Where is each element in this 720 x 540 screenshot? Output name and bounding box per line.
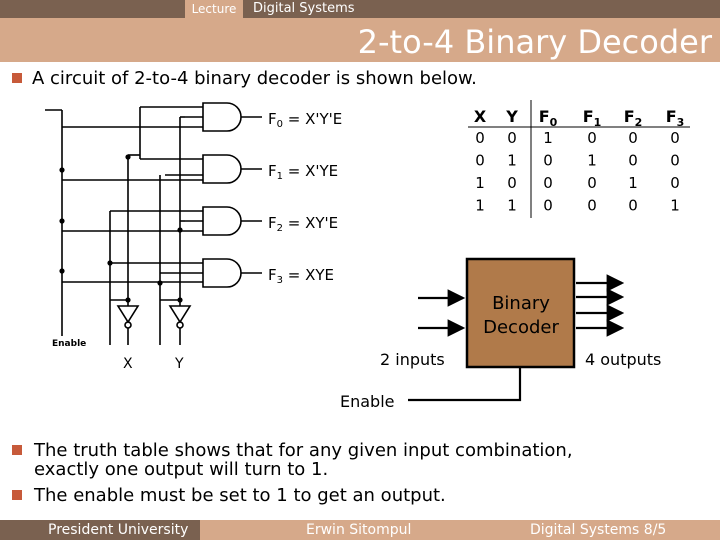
intro-bullet: A circuit of 2-to-4 binary decoder is shown below. (32, 68, 477, 89)
enable-line (408, 368, 520, 400)
truth-table-cell: 0 (628, 151, 638, 170)
svg-text:F1: $F_1$ (582, 107, 602, 129)
truth-table-cell: 1 (587, 151, 597, 170)
inputs-label: 2 inputs (380, 350, 445, 369)
enable-bullet: The enable must be set to 1 to get an output. (34, 485, 446, 506)
truth-table-cell: 0 (475, 151, 485, 170)
svg-text:F0: $F_0$ (538, 107, 558, 129)
truth-table-cell: 1 (628, 174, 638, 192)
footer-center: Erwin Sitompul (200, 520, 480, 540)
svg-text:F1 = X'YE: $F_1 = X'YE$ (268, 162, 339, 182)
svg-text:F0 = X'Y'E: $F_0 = X'Y'E$ (268, 110, 343, 130)
outputs-label: 4 outputs (585, 350, 662, 369)
bullet-marker (12, 445, 22, 455)
truth-table-bullet-line1: The truth table shows that for any given input combination, (34, 440, 573, 461)
truth-table-cell: 1 (670, 196, 680, 215)
inverter-y (170, 306, 190, 322)
bullet-marker (12, 490, 22, 500)
truth-table-cell: 0 (543, 151, 553, 170)
slide-title: 2-to-4 Binary Decoder (357, 23, 712, 61)
svg-text:F3 = XYE: $F_3$ = XYE (268, 266, 335, 286)
truth-table-bullet-line2: exactly one output will turn to 1. (34, 459, 329, 480)
truth-table-cell: 0 (587, 196, 597, 215)
svg-text:F2: $F_2$ (623, 107, 643, 129)
truth-table-cell: 1 (507, 196, 517, 215)
svg-text:F3: $F_3$ (665, 107, 685, 129)
truth-table-cell: 0 (507, 174, 517, 192)
course-label: Digital Systems (253, 1, 355, 16)
footer-left: President University (0, 520, 200, 540)
circuit-enable-label: Enable (52, 339, 87, 349)
svg-text:X: X (473, 107, 487, 126)
truth-table-cell: 0 (670, 151, 680, 170)
truth-table-cell: 1 (543, 129, 553, 147)
and-gate-0 (203, 103, 241, 131)
truth-table-cell: 0 (587, 129, 597, 147)
truth-table-cell: 0 (670, 174, 680, 192)
circuit-y-label: Y (175, 356, 184, 372)
truth-table (465, 100, 695, 220)
truth-table-cell: 1 (475, 196, 485, 215)
truth-table-cell: 0 (628, 129, 638, 147)
decoder-circuit (40, 96, 370, 376)
truth-table-cell: 0 (587, 174, 597, 192)
truth-table-cell: 1 (475, 174, 485, 192)
lecture-tab: Lecture (185, 0, 243, 18)
svg-text:F2 = XY'E: $F_2 = XY'E$ (268, 214, 339, 234)
top-bar (0, 0, 720, 18)
block-title-line2: Decoder (483, 317, 559, 338)
block-enable-label: Enable (340, 392, 395, 411)
and-gate-2 (203, 207, 241, 235)
bullet-marker (12, 73, 22, 83)
truth-table-cell: 0 (628, 196, 638, 215)
truth-table-cell: 0 (507, 129, 517, 147)
and-gate-1 (203, 155, 241, 183)
svg-text:Y: Y (506, 107, 518, 126)
circuit-x-label: X (123, 356, 133, 372)
footer (0, 520, 720, 540)
truth-table-cell: 1 (507, 151, 517, 170)
decoder-block-diagram (370, 255, 710, 415)
block-title-line1: Binary (492, 293, 550, 314)
inverter-x (118, 306, 138, 322)
truth-table-cell: 0 (543, 174, 553, 192)
truth-table-cell: 0 (475, 129, 485, 147)
and-gate-3 (203, 259, 241, 287)
truth-table-cell: 0 (543, 196, 553, 215)
truth-table-cell: 0 (670, 129, 680, 147)
footer-right: Digital Systems 8/5 (480, 520, 720, 540)
